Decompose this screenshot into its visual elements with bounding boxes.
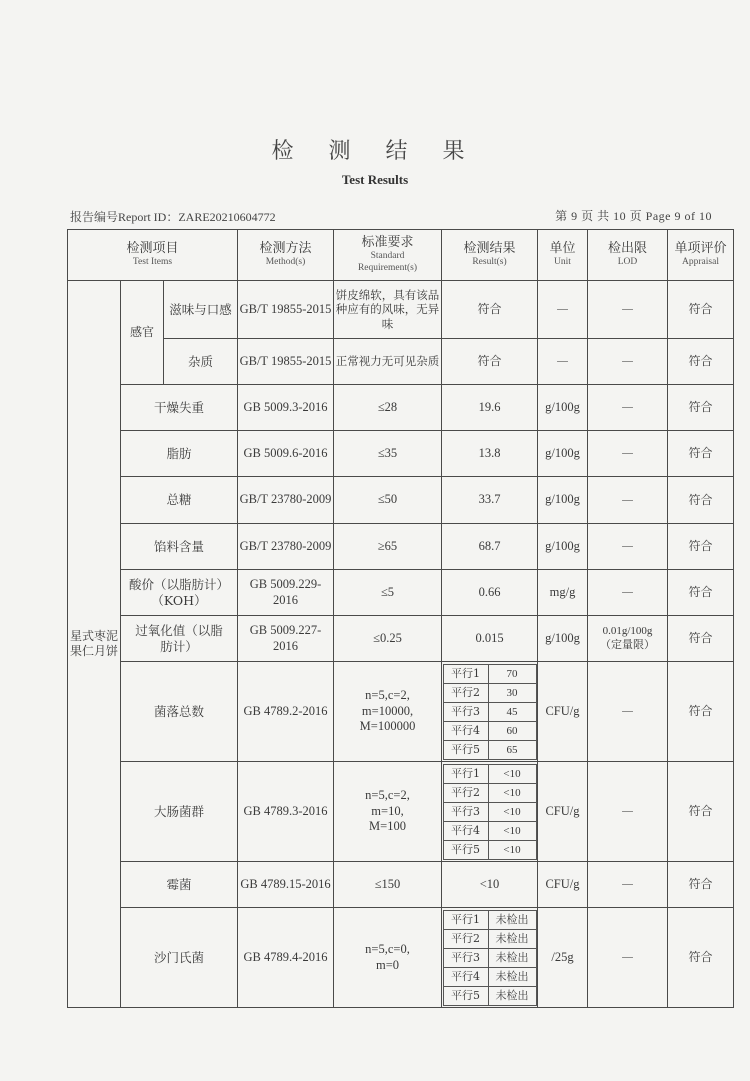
requirement: ≤28 [334,385,442,431]
result: 68.7 [442,524,538,570]
appraisal: 符合 [668,662,734,762]
unit: CFU/g [538,862,588,908]
item-name: 过氧化值（以脂肪计） [121,616,238,662]
table-row [68,431,734,477]
method: GB 4789.2-2016 [238,662,334,762]
table-row [68,862,734,908]
lod: — [588,908,668,1008]
col-header-unit: 单位 Unit [538,230,588,281]
page-number: 第 9 页 共 10 页 Page 9 of 10 [555,209,712,223]
result-parallels [442,662,538,762]
table-row [68,477,734,524]
method: GB/T 23780-2009 [238,477,334,524]
result: 13.8 [442,431,538,477]
lod: — [588,662,668,762]
appraisal: 符合 [668,281,734,339]
method: GB 5009.227-2016 [238,616,334,662]
unit: g/100g [538,616,588,662]
appraisal: 符合 [668,616,734,662]
lod: — [588,570,668,616]
unit: g/100g [538,385,588,431]
appraisal: 符合 [668,339,734,385]
item-name: 菌落总数 [121,662,238,762]
item-name: 酸价（以脂肪计）（KOH） [121,570,238,616]
appraisal: 符合 [668,762,734,862]
table-row [68,524,734,570]
col-header-appraisal: 单项评价 Appraisal [668,230,734,281]
unit: g/100g [538,524,588,570]
lod: — [588,281,668,339]
item-name: 脂肪 [121,431,238,477]
parallel-table: 平行1 70 平行2 30 平行3 45 平行4 60 平行5 65 [443,664,537,760]
table-row [68,762,734,862]
table-row [68,616,734,662]
result: 0.66 [442,570,538,616]
results-table [67,229,734,1008]
header-row [68,230,734,281]
item-name: 霉菌 [121,862,238,908]
item-name: 沙门氏菌 [121,908,238,1008]
page-title: 检 测 结 果 [271,139,479,164]
unit: /25g [538,908,588,1008]
appraisal: 符合 [668,524,734,570]
requirement: n=5,c=2, m=10000, M=100000 [334,662,442,762]
result: 0.015 [442,616,538,662]
method: GB 5009.6-2016 [238,431,334,477]
page-subtitle: Test Results [341,172,409,187]
lod: — [588,477,668,524]
requirement: ≥65 [334,524,442,570]
sensory-group: 感官 [121,281,164,385]
col-header-method: 检测方法 Method(s) [238,230,334,281]
requirement: ≤50 [334,477,442,524]
result: 符合 [442,281,538,339]
method: GB/T 19855-2015 [238,339,334,385]
appraisal: 符合 [668,431,734,477]
parallel-table: 平行1 未检出 平行2 未检出 平行3 未检出 平行4 未检出 平行5 未检出 [443,910,537,1006]
appraisal: 符合 [668,570,734,616]
item-name: 总糖 [121,477,238,524]
method: GB/T 23780-2009 [238,524,334,570]
lod: — [588,524,668,570]
result: 19.6 [442,385,538,431]
requirement: n=5,c=2, m=10, M=100 [334,762,442,862]
unit: — [538,339,588,385]
method: GB 5009.3-2016 [238,385,334,431]
requirement: ≤35 [334,431,442,477]
method: GB 4789.4-2016 [238,908,334,1008]
item-name: 干燥失重 [121,385,238,431]
item-name: 杂质 [164,339,238,385]
report-id: 报告编号Report ID：ZARE20210604772 [70,210,276,224]
unit: — [538,281,588,339]
parallel-table: 平行1 <10 平行2 <10 平行3 <10 平行4 <10 平行5 <10 [443,764,537,860]
appraisal: 符合 [668,477,734,524]
sample-name: 星式枣泥果仁月饼 [68,281,121,1008]
item-name: 大肠菌群 [121,762,238,862]
unit: CFU/g [538,662,588,762]
lod: 0.01g/100g（定量限） [588,616,668,662]
appraisal: 符合 [668,908,734,1008]
col-header-requirement: 标准要求 Standard Requirement(s) [334,230,442,281]
lod: — [588,431,668,477]
table-row [68,570,734,616]
appraisal: 符合 [668,862,734,908]
col-header-lod: 检出限 LOD [588,230,668,281]
table-row [68,385,734,431]
result: 符合 [442,339,538,385]
result-parallels [442,908,538,1008]
table-row [68,662,734,762]
col-header-result: 检测结果 Result(s) [442,230,538,281]
requirement: n=5,c=0, m=0 [334,908,442,1008]
requirement: ≤5 [334,570,442,616]
unit: g/100g [538,477,588,524]
requirement: 正常视力无可见杂质 [334,339,442,385]
lod: — [588,862,668,908]
requirement: ≤0.25 [334,616,442,662]
method: GB 5009.229-2016 [238,570,334,616]
table-row [68,281,734,339]
method: GB/T 19855-2015 [238,281,334,339]
item-name: 馅料含量 [121,524,238,570]
result-parallels [442,762,538,862]
method: GB 4789.15-2016 [238,862,334,908]
result: 33.7 [442,477,538,524]
method: GB 4789.3-2016 [238,762,334,862]
result: <10 [442,862,538,908]
requirement: 饼皮绵软，具有该品种应有的风味，无异味 [334,281,442,339]
col-header-item: 检测项目 Test Items [68,230,238,281]
table-row [68,908,734,1008]
item-name: 滋味与口感 [164,281,238,339]
requirement: ≤150 [334,862,442,908]
unit: mg/g [538,570,588,616]
appraisal: 符合 [668,385,734,431]
unit: CFU/g [538,762,588,862]
lod: — [588,385,668,431]
lod: — [588,762,668,862]
unit: g/100g [538,431,588,477]
table-row [68,339,734,385]
lod: — [588,339,668,385]
